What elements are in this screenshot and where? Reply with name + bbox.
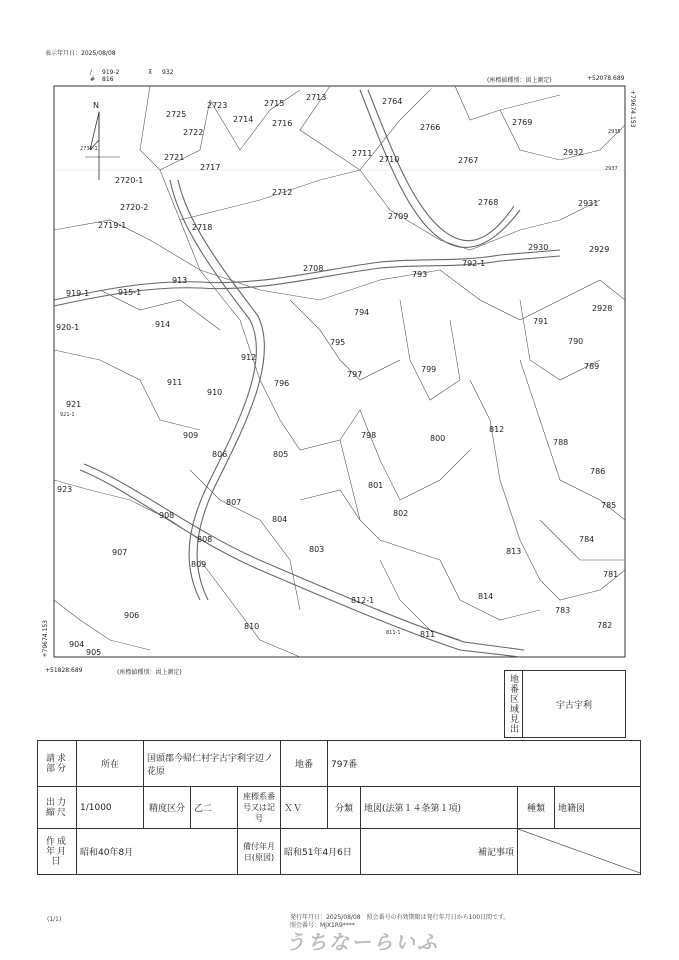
parcel-label: 915-1 xyxy=(118,288,142,297)
lot-value: 797番 xyxy=(328,741,641,787)
parcel-label: 904 xyxy=(69,640,85,649)
parcel-label: 812 xyxy=(489,425,505,434)
watermark-logo: うちなーらいふ xyxy=(285,930,439,954)
display-date: 表示年月日：2025/08/08 xyxy=(45,50,116,57)
parcel-label: 801 xyxy=(368,481,384,490)
scale-value: 1/1000 xyxy=(77,787,144,829)
parcel-label: 795 xyxy=(330,338,346,347)
precision-value: 乙二 xyxy=(191,787,238,829)
parcel-label: 803 xyxy=(309,545,325,554)
legend-value-a: 919-2 xyxy=(102,69,120,76)
parcel-label: 2715 xyxy=(264,99,285,108)
parcel-label: 2708 xyxy=(303,264,324,273)
footer-note: 発行年月日：2025/08/08 照会番号の有効期限は発行年月日から100日間です。 xyxy=(290,914,510,921)
parcel-label: 781 xyxy=(603,570,619,579)
parcel-label: 2769 xyxy=(512,118,533,127)
parcel-label: 2929 xyxy=(589,245,610,254)
coord-right: +79674.153 xyxy=(629,90,636,128)
created-label: 作成年月日 xyxy=(38,829,77,875)
parcel-label: 921 xyxy=(66,400,82,409)
created-value: 昭和40年8月 xyxy=(77,829,238,875)
parcel-label: 919-1 xyxy=(66,289,90,298)
scale-note-bottom: (座標値種別：図上測定) xyxy=(117,669,182,676)
parcel-label: 908 xyxy=(159,511,175,520)
parcel-label: 2766 xyxy=(420,123,441,132)
class-label: 分類 xyxy=(328,787,361,829)
parcel-label: 800 xyxy=(430,434,446,443)
parcel-label: 905 xyxy=(86,648,102,657)
parcel-label: 809 xyxy=(191,560,207,569)
parcel-label: 810 xyxy=(244,622,260,631)
parcel-label: 2932 xyxy=(563,148,584,157)
parcel-label: 2928 xyxy=(592,304,613,313)
parcel-label: 921-1 xyxy=(60,412,75,418)
parcel-label: 2725 xyxy=(166,110,187,119)
chiban-box-label: 地番区域見出 xyxy=(505,671,523,737)
precision-label: 精度区分 xyxy=(144,787,191,829)
parcel-label: 805 xyxy=(273,450,289,459)
page-number: (1/1) xyxy=(47,916,62,923)
parcel-label: 2719-1 xyxy=(98,221,127,230)
parcel-label: 807 xyxy=(226,498,242,507)
parcel-label: 906 xyxy=(124,611,140,620)
registered-value: 昭和51年4月6日 xyxy=(281,829,361,875)
parcel-label: 2720-2 xyxy=(120,203,149,212)
parcel-label: 792-1 xyxy=(462,259,486,268)
parcel-label: 811 xyxy=(420,630,436,639)
parcel-label: 808 xyxy=(197,535,213,544)
parcel-label: 788 xyxy=(553,438,569,447)
parcel-label: 804 xyxy=(272,515,288,524)
parcel-label: 814 xyxy=(478,592,494,601)
parcel-label: 811-1 xyxy=(386,630,401,636)
parcel-label: 2730-1 xyxy=(80,146,98,152)
request-label: 請求部分 xyxy=(38,741,77,787)
legend-value-b: 816 xyxy=(102,76,114,83)
scale-label: 出力縮尺 xyxy=(38,787,77,829)
parcel-label: 2930 xyxy=(528,243,549,252)
parcel-label: 2717 xyxy=(200,163,221,172)
parcel-label: 783 xyxy=(555,606,571,615)
coord-top-right: +52078.689 xyxy=(587,75,625,82)
parcel-label: 799 xyxy=(421,365,437,374)
coord-value: ＸＶ xyxy=(281,787,328,829)
parcel-label: 2931 xyxy=(578,199,599,208)
coord-left: +79674.153 xyxy=(42,620,49,658)
type-label: 種類 xyxy=(518,787,555,829)
parcel-label: 790 xyxy=(568,337,584,346)
parcel-label: 2720-1 xyxy=(115,176,144,185)
legend-symbol-a: / xyxy=(90,69,93,76)
lot-label: 地番 xyxy=(281,741,328,787)
parcel-label: 912 xyxy=(241,353,257,362)
parcel-label: 2710 xyxy=(379,155,400,164)
coord-bottom-left: +51828.689 xyxy=(45,667,83,674)
parcel-label: 794 xyxy=(354,308,370,317)
location-value: 国頭郡今帰仁村字古宇利字辺ノ花原 xyxy=(144,741,281,787)
legend-symbol-c: ⊼ xyxy=(148,69,153,76)
type-value: 地籍図 xyxy=(555,787,641,829)
parcel-label: 2937 xyxy=(605,166,618,172)
legend-symbol-b: # xyxy=(90,76,96,83)
registered-label: 備付年月日(原図) xyxy=(238,829,281,875)
parcel-label: 913 xyxy=(172,276,188,285)
parcel-label: 796 xyxy=(274,379,290,388)
parcel-label: 793 xyxy=(412,270,428,279)
scale-note-top: (座標値種別：図上測定) xyxy=(487,77,552,84)
parcel-label: 910 xyxy=(207,388,223,397)
parcel-label: 786 xyxy=(590,467,606,476)
parcel-label: 2716 xyxy=(272,119,293,128)
parcel-label: 812-1 xyxy=(351,596,375,605)
parcel-label: 2714 xyxy=(233,115,254,124)
parcel-label: 2764 xyxy=(382,97,403,106)
parcel-label: 2935 xyxy=(608,129,621,135)
parcel-label: 802 xyxy=(393,509,409,518)
chiban-area-box xyxy=(504,670,626,738)
parcel-label: 907 xyxy=(112,548,128,557)
legend-value-c: 932 xyxy=(162,69,174,76)
parcel-label: 813 xyxy=(506,547,522,556)
parcel-label: 2721 xyxy=(164,153,185,162)
parcel-label: 785 xyxy=(601,501,617,510)
parcel-label: 791 xyxy=(533,317,549,326)
info-table xyxy=(37,740,641,875)
parcel-label: 920-1 xyxy=(56,323,80,332)
parcel-label: 2723 xyxy=(207,101,228,110)
map-frame xyxy=(54,86,625,657)
parcel-label: 782 xyxy=(597,621,613,630)
parcel-label: 909 xyxy=(183,431,199,440)
parcel-label: 2711 xyxy=(352,149,373,158)
parcel-label: 797 xyxy=(347,370,363,379)
parcel-label: 784 xyxy=(579,535,595,544)
parcel-label: 2767 xyxy=(458,156,479,165)
parcel-label: 923 xyxy=(57,485,73,494)
parcel-label: 806 xyxy=(212,450,228,459)
parcel-label: 789 xyxy=(584,362,600,371)
parcel-label: 2712 xyxy=(272,188,293,197)
parcel-label: 2768 xyxy=(478,198,499,207)
class-value: 地図(法第１４条第１項) xyxy=(361,787,518,829)
parcel-label: 911 xyxy=(167,378,183,387)
parcel-label: 2709 xyxy=(388,212,409,221)
footer-note-2: 照会番号：MJX1R9**** xyxy=(290,922,355,929)
parcel-boundaries xyxy=(54,86,625,657)
coord-label: 座標系番号又は記号 xyxy=(238,787,281,829)
parcel-label: 2713 xyxy=(306,93,327,102)
parcel-label: 798 xyxy=(361,431,377,440)
parcel-label: 2718 xyxy=(192,223,213,232)
chiban-box-value: 宇古宇利 xyxy=(555,700,592,711)
compass-label: N xyxy=(93,101,99,110)
parcel-label: 2722 xyxy=(183,128,204,137)
notes-label: 補記事項 xyxy=(361,829,518,875)
location-label: 所在 xyxy=(77,741,144,787)
notes-value xyxy=(518,829,641,875)
parcel-label: 914 xyxy=(155,320,171,329)
